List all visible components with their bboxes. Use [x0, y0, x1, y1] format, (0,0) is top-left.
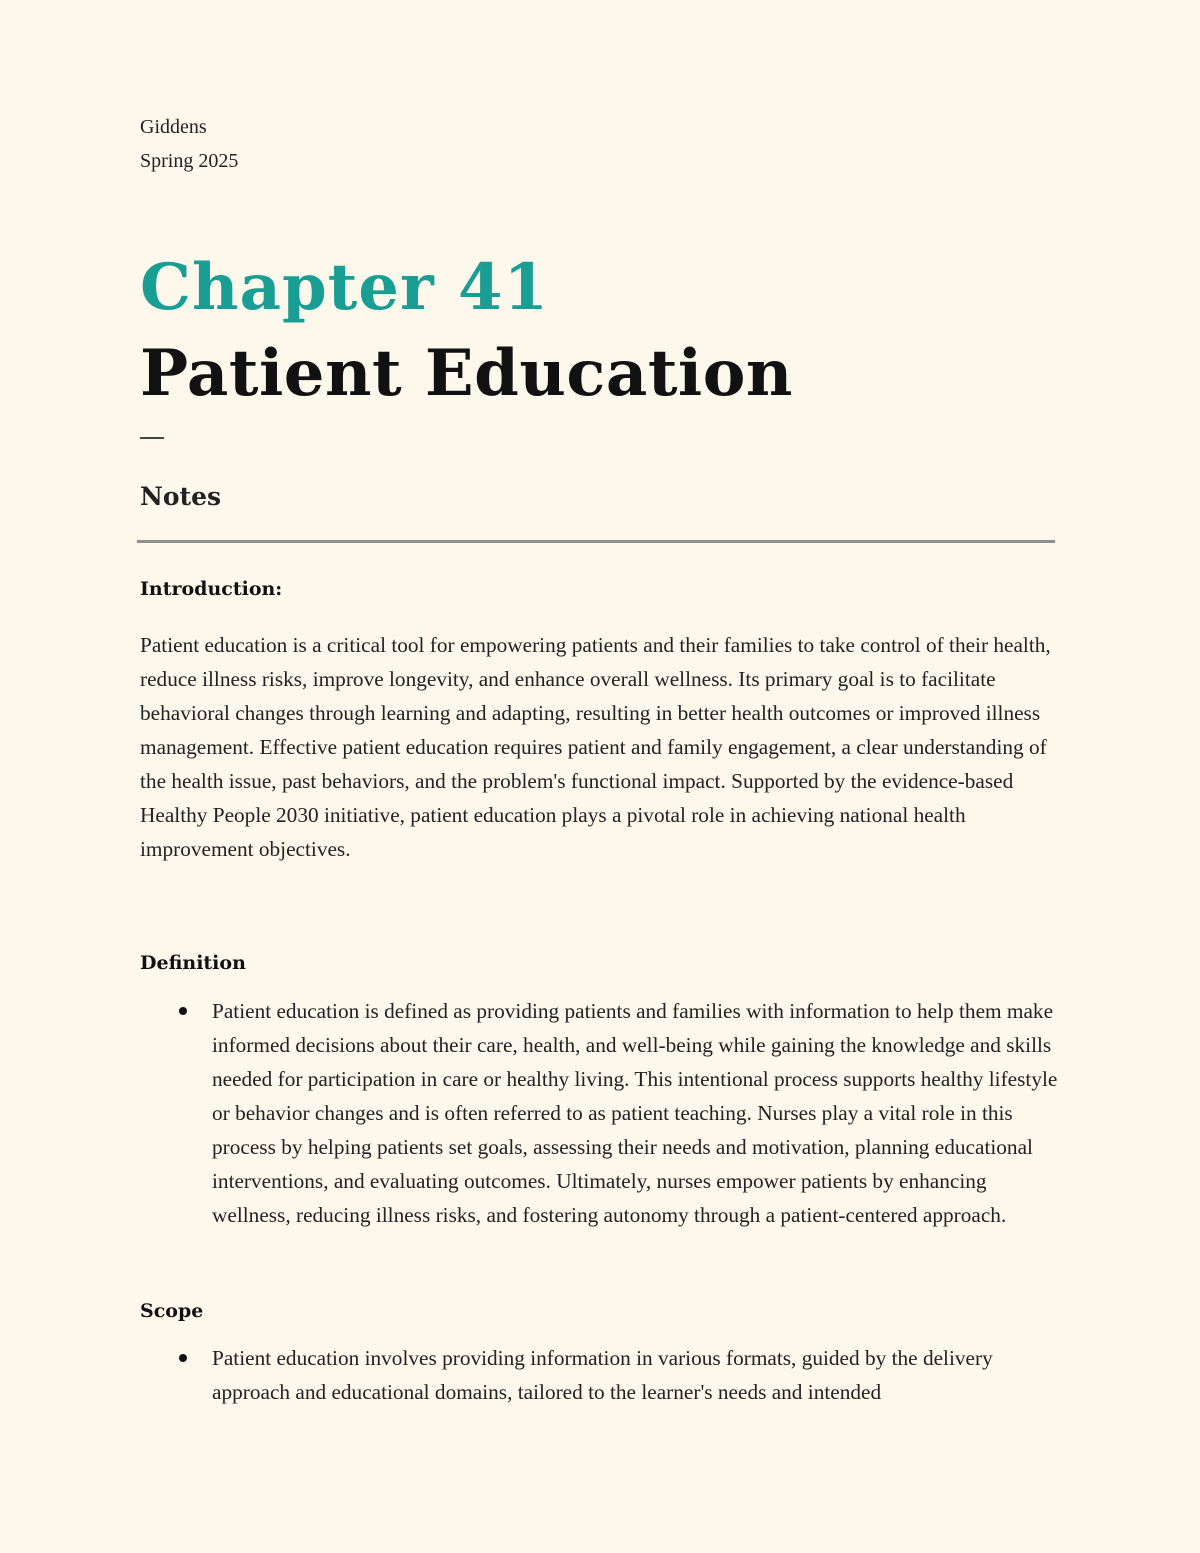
introduction-heading: Introduction: — [140, 578, 283, 600]
list-item — [140, 1341, 1058, 1409]
horizontal-rule — [137, 540, 1055, 543]
scope-bullet-text: Patient education involves providing information in various formats, guided by the delivery approach and educational domains, tailored to the learner's needs and intended — [212, 1346, 993, 1404]
definition-bullet-text: Patient education is defined as providing patients and families with information to help them make informed decisions about their care, health, and well-being while gaining the knowledge and skills needed for participation in care or healthy living. This intentional process supports healthy lifestyle or behavior changes and is often referred to as patient teaching. Nurses play a vital role in this process by helping patients set goals, assessing their needs and motivation, planning educational interventions, and evaluating outcomes. Ultimately, nurses empower patients by enhancing wellness, reducing illness risks, and fostering autonomy through a patient-centered approach. — [212, 999, 1058, 1227]
scope-heading: Scope — [140, 1300, 204, 1322]
chapter-number: Chapter 41 — [140, 250, 550, 325]
introduction-paragraph: Patient education is a critical tool for empowering patients and their families to take control of their health, reduce illness risks, improve longevity, and enhance overall wellness. Its primary goal is to facilitate behavioral changes through learning and adapting, resulting in better health outcomes or improved illness management. Effective patient education requires patient and family engagement, a clear understanding of the health issue, past behaviors, and the problem's functional impact. Supported by the evidence-based Healthy People 2030 initiative, patient education plays a pivotal role in achieving national health improvement objectives. — [140, 633, 1051, 861]
document-meta — [140, 110, 238, 178]
course-name: Giddens — [140, 116, 207, 138]
bullet-icon — [179, 1007, 187, 1015]
notes-heading: Notes — [140, 482, 222, 511]
bullet-icon — [179, 1354, 187, 1362]
title-dash-divider — [140, 437, 164, 439]
scope-list — [140, 1341, 1058, 1409]
definition-list — [140, 994, 1058, 1232]
definition-heading: Definition — [140, 952, 246, 974]
list-item — [140, 994, 1058, 1232]
chapter-title: Patient Education — [140, 336, 793, 411]
term-label: Spring 2025 — [140, 150, 239, 172]
